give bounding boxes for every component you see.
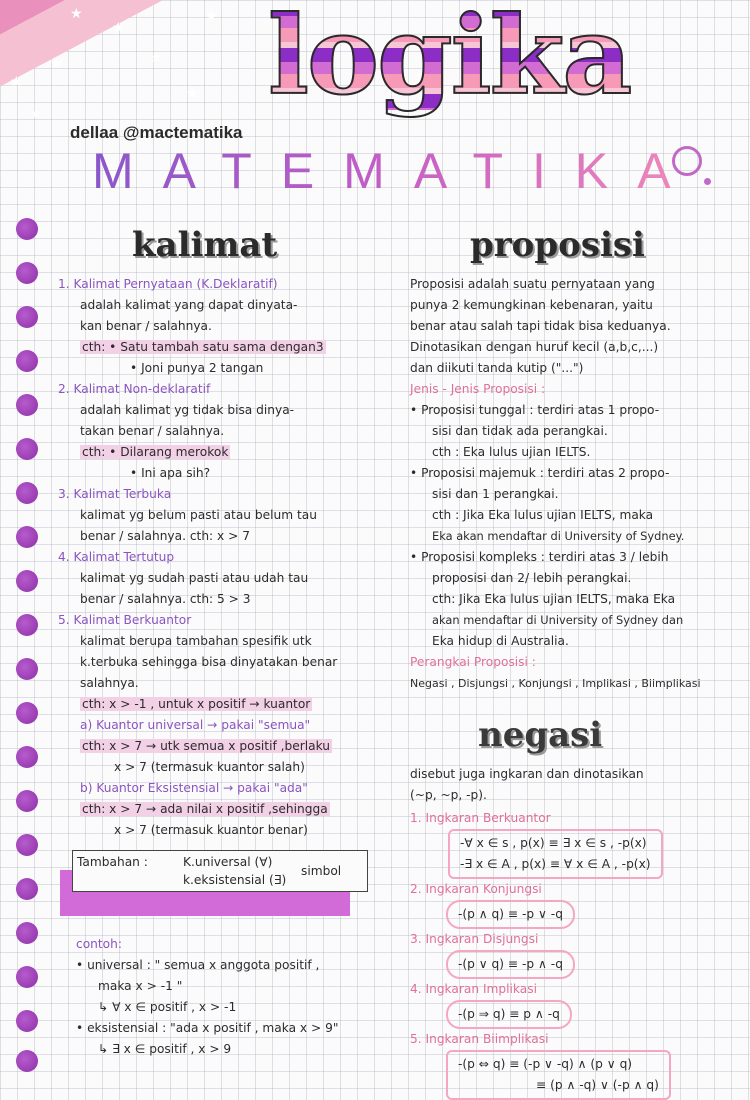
list-item: x > 7 (termasuk kuantor benar) (114, 823, 308, 837)
list-item: cth: x > -1 , untuk x positif → kuantor (82, 697, 311, 711)
list-item: • Proposisi kompleks : terdiri atas 3 / lebih (410, 550, 669, 564)
list-item: (~p, ~p, -p). (410, 788, 487, 802)
binder-hole (16, 482, 38, 504)
star-icon: ★ (112, 20, 125, 36)
binder-hole (16, 658, 38, 680)
list-item: benar atau salah tapi tidak bisa keduanya. (410, 319, 671, 333)
binder-hole (16, 1010, 38, 1032)
formula: -(p ⇔ q) ≡ (-p ∨ -q) ∧ (p ∨ q) (458, 1057, 633, 1071)
binder-hole (16, 306, 38, 328)
list-item: proposisi dan 2/ lebih perangkai. (432, 571, 632, 585)
binder-hole (16, 878, 38, 900)
list-item: cth: x > 7 → utk semua x positif ,berlaku (82, 739, 331, 753)
list-item: punya 2 kemungkinan kebenaran, yaitu (410, 298, 653, 312)
list-item: cth : Jika Eka lulus ujian IELTS, maka (432, 508, 654, 522)
list-item: benar / salahnya. cth: x > 7 (80, 529, 250, 543)
author-handle: dellaa @mactematika (70, 123, 243, 142)
star-icon: ★ (150, 50, 163, 66)
list-item: cth : Eka lulus ujian IELTS. (432, 445, 591, 459)
list-item: salahnya. (80, 676, 139, 690)
formula: -(p ⇒ q) ≡ p ∧ -q (458, 1007, 560, 1021)
binder-hole (16, 438, 38, 460)
list-item: 3. Ingkaran Disjungsi (410, 932, 539, 946)
formula: -(p ∧ q) ≡ -p ∨ -q (458, 907, 563, 921)
binder-hole (16, 570, 38, 592)
list-item: x > 7 (termasuk kuantor salah) (114, 760, 305, 774)
star-icon: ★ (70, 6, 83, 22)
star-icon: ★ (50, 56, 63, 72)
list-item: Dinotasikan dengan huruf kecil (a,b,c,...) (410, 340, 659, 354)
list-item: Eka akan mendaftar di University of Sydney. (432, 529, 685, 543)
page-subtitle: MATEMATIKA (92, 143, 700, 199)
list-item: cth: • Dilarang merokok (82, 445, 229, 459)
list-item: Eka hidup di Australia. (432, 634, 569, 648)
list-item: ↳ ∀ x ∈ positif , x > -1 (98, 1000, 237, 1014)
binder-hole (16, 834, 38, 856)
list-item: 2. Ingkaran Konjungsi (410, 882, 542, 896)
formula: -(p ∨ q) ≡ -p ∧ -q (458, 957, 563, 971)
list-item: • universal : " semua x anggota positif , (76, 958, 320, 972)
tambahan-label: Tambahan : (77, 855, 148, 869)
list-item: kalimat berupa tambahan spesifik utk (80, 634, 312, 648)
list-item: cth: • Satu tambah satu sama dengan3 (82, 340, 324, 354)
formula-box (446, 900, 575, 929)
kalimat-section (58, 274, 370, 841)
tambahan-row: K.universal (∀) (183, 855, 273, 869)
binder-hole (16, 922, 38, 944)
binder-hole (16, 1050, 38, 1072)
list-item: 4. Kalimat Tertutup (58, 550, 175, 564)
list-item: adalah kalimat yg tidak bisa dinya- (80, 403, 295, 417)
formula-box (446, 1050, 671, 1100)
formula: ≡ (p ∧ -q) ∨ (-p ∧ q) (536, 1078, 659, 1092)
proposisi-section (410, 274, 748, 694)
list-item: • Proposisi tunggal : terdiri atas 1 propo- (410, 403, 660, 417)
negasi-section (410, 764, 748, 1100)
list-item: kalimat yg sudah pasti atau udah tau (80, 571, 309, 585)
list-item: Negasi , Disjungsi , Konjungsi , Implikasi , Biimplikasi (410, 677, 701, 690)
list-item: a) Kuantor universal → pakai "semua" (80, 718, 311, 732)
list-item: 1. Kalimat Pernyataan (K.Deklaratif) (58, 277, 278, 291)
dot-decoration (704, 178, 711, 185)
list-item: 5. Kalimat Berkuantor (58, 613, 192, 627)
list-item: k.terbuka sehingga bisa dinyatakan benar (80, 655, 338, 669)
contoh-section (76, 934, 376, 1060)
formula-box (448, 829, 663, 879)
list-item: sisi dan tidak ada perangkai. (432, 424, 608, 438)
star-icon: ★ (10, 74, 23, 90)
binder-hole (16, 614, 38, 636)
binder-hole (16, 966, 38, 988)
tambahan-box (72, 850, 368, 892)
list-item: • eksistensial : "ada x positif , maka x > 9" (76, 1021, 339, 1035)
heading-kalimat: kalimat (132, 225, 278, 265)
star-icon: ★ (30, 106, 43, 122)
list-item: Perangkai Proposisi : (410, 655, 536, 669)
binder-hole (16, 262, 38, 284)
list-item: sisi dan 1 perangkai. (432, 487, 559, 501)
circle-decoration (672, 146, 702, 176)
binder-hole (16, 350, 38, 372)
binder-hole (16, 526, 38, 548)
list-item: kan benar / salahnya. (80, 319, 212, 333)
list-item: 5. Ingkaran Biimplikasi (410, 1032, 549, 1046)
star-icon: ★ (205, 8, 218, 24)
formula-box (446, 1000, 572, 1029)
binder-hole (16, 790, 38, 812)
list-item: • Proposisi majemuk : terdiri atas 2 propo- (410, 466, 670, 480)
page-title: logika (268, 0, 631, 119)
list-item: b) Kuantor Eksistensial → pakai "ada" (80, 781, 308, 795)
list-item: takan benar / salahnya. (80, 424, 225, 438)
formula: -∃ x ∈ A , p(x) ≡ ∀ x ∈ A , -p(x) (460, 857, 651, 871)
heading-negasi: negasi (478, 715, 603, 755)
list-item: cth: x > 7 → ada nilai x positif ,sehingga (82, 802, 328, 816)
star-icon: ★ (186, 86, 199, 102)
list-item: Proposisi adalah suatu pernyataan yang (410, 277, 655, 291)
list-item: kalimat yg belum pasti atau belum tau (80, 508, 317, 522)
brace-label: simbol (301, 864, 342, 878)
list-item: contoh: (76, 937, 122, 951)
binder-hole (16, 218, 38, 240)
list-item: 1. Ingkaran Berkuantor (410, 811, 551, 825)
list-item: akan mendaftar di University of Sydney dan (432, 613, 684, 627)
list-item: dan diikuti tanda kutip ("...") (410, 361, 584, 375)
list-item: 4. Ingkaran Implikasi (410, 982, 537, 996)
list-item: • Ini apa sih? (130, 466, 211, 480)
list-item: ↳ ∃ x ∈ positif , x > 9 (98, 1042, 232, 1056)
list-item: 3. Kalimat Terbuka (58, 487, 172, 501)
heading-proposisi: proposisi (470, 225, 645, 265)
list-item: adalah kalimat yang dapat dinyata- (80, 298, 298, 312)
formula: -∀ x ∈ s , p(x) ≡ ∃ x ∈ s , -p(x) (460, 836, 647, 850)
list-item: 2. Kalimat Non-deklaratif (58, 382, 211, 396)
list-item: cth: Jika Eka lulus ujian IELTS, maka Eka (432, 592, 676, 606)
list-item: benar / salahnya. cth: 5 > 3 (80, 592, 251, 606)
binder-hole (16, 394, 38, 416)
list-item: disebut juga ingkaran dan dinotasikan (410, 767, 644, 781)
list-item: maka x > -1 " (98, 979, 183, 993)
list-item: Jenis - Jenis Proposisi : (410, 382, 546, 396)
binder-hole (16, 746, 38, 768)
tambahan-row: k.eksistensial (∃) (183, 873, 287, 887)
formula-box (446, 950, 575, 979)
list-item: • Joni punya 2 tangan (130, 361, 264, 375)
binder-hole (16, 702, 38, 724)
